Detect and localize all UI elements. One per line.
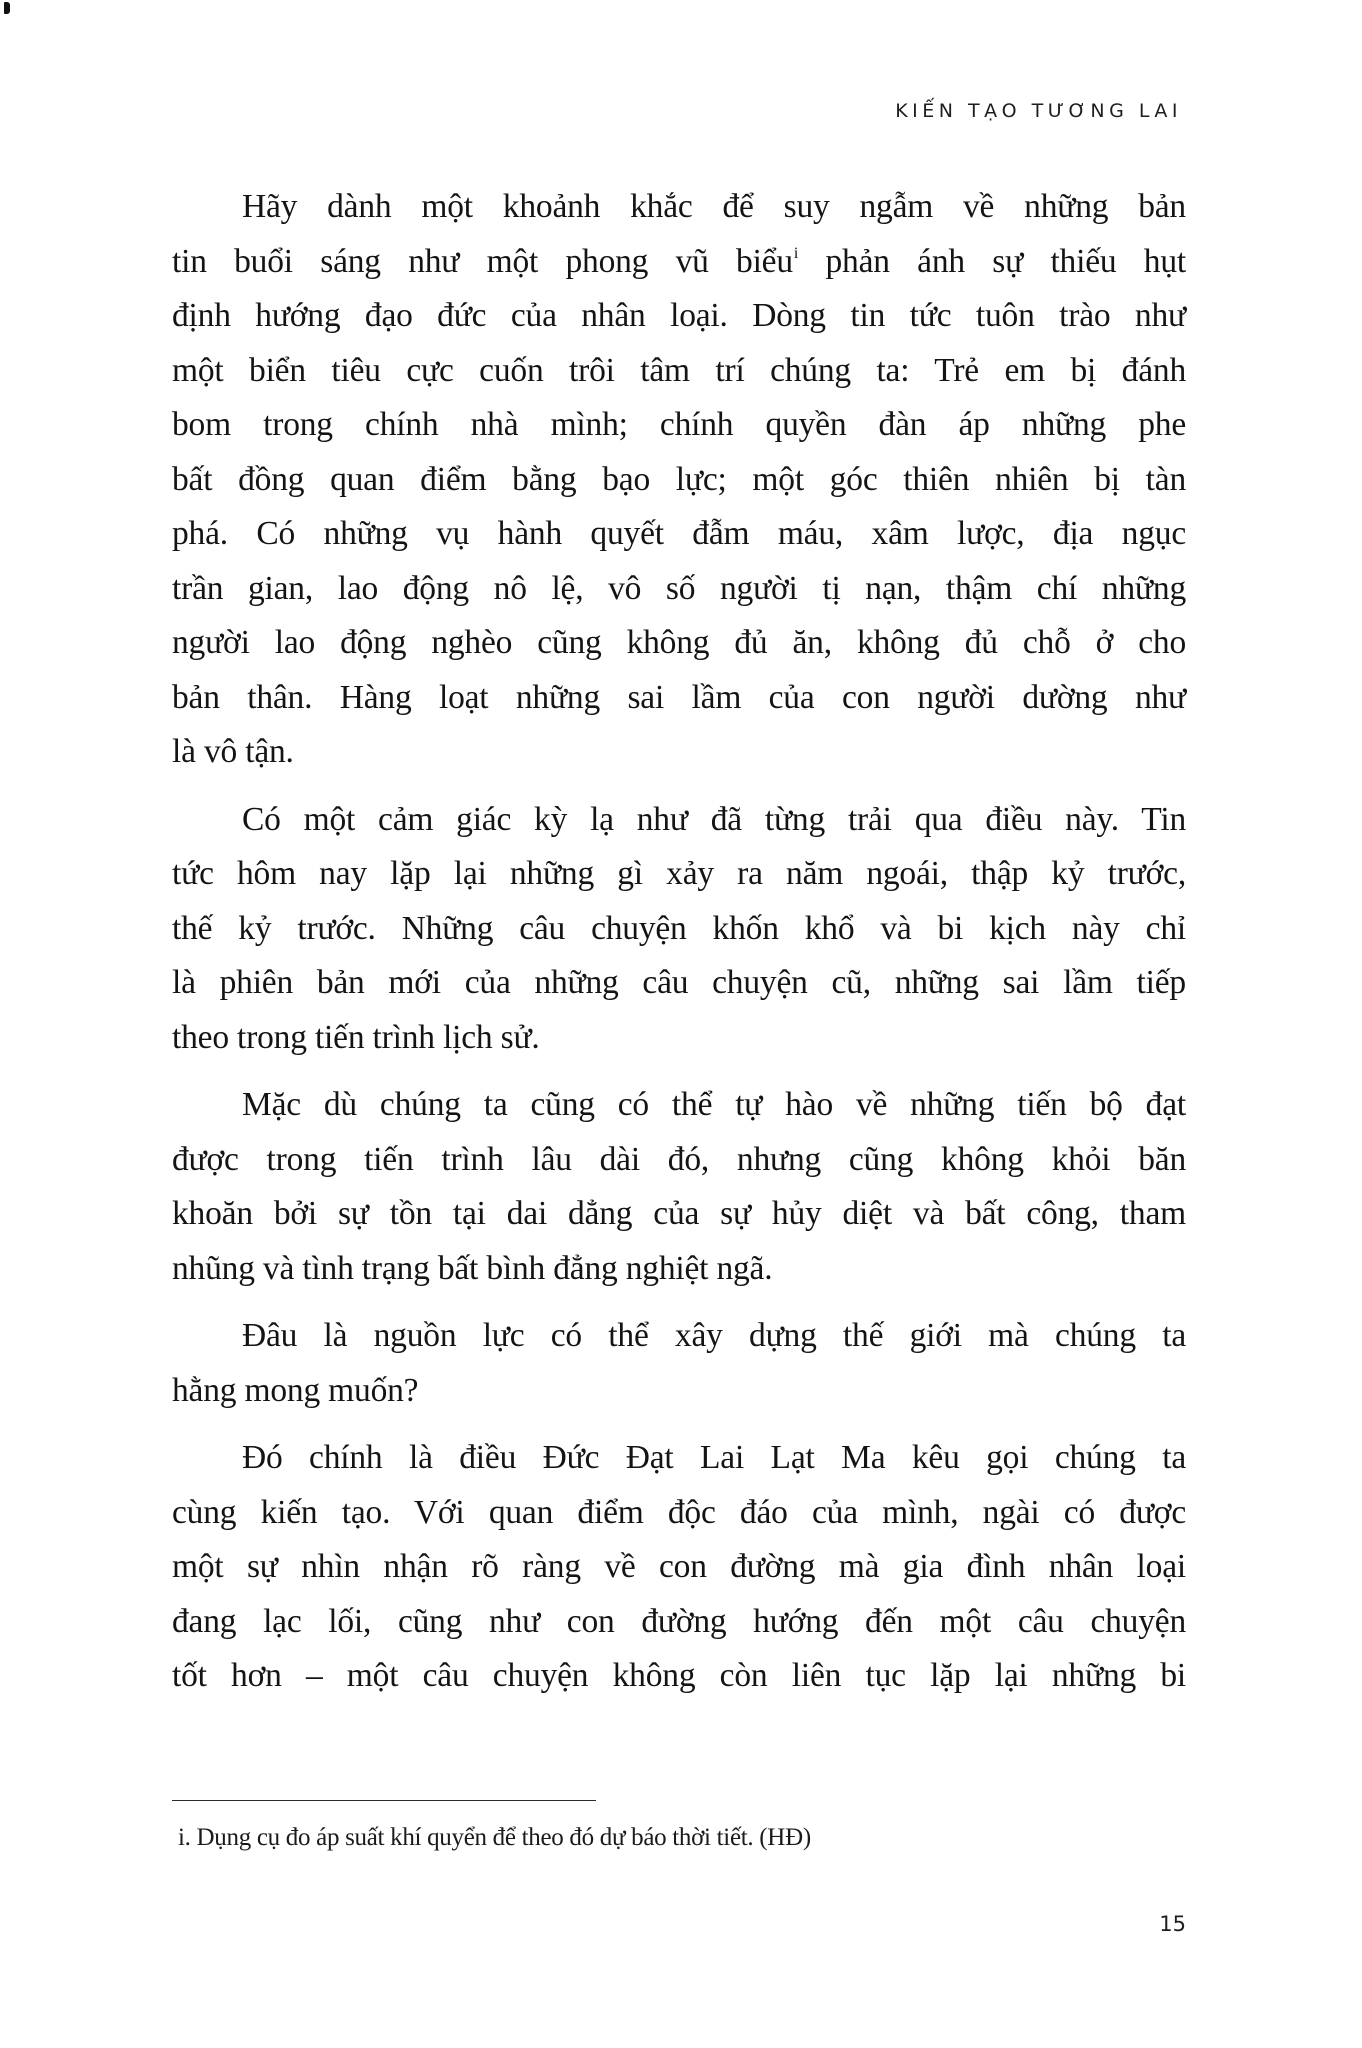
page-number: 15 bbox=[1159, 1912, 1186, 1936]
text-fragment: tin buổi sáng như một phong vũ biểu bbox=[172, 242, 793, 280]
text-line: Hãy dành một khoảnh khắc để suy ngẫm về những bản bbox=[242, 188, 1186, 225]
text-line: được trong tiến trình lâu dài đó, nhưng cũng không khỏi băn bbox=[172, 1140, 1186, 1178]
paragraph-3 bbox=[172, 1078, 1186, 1296]
text-line: cùng kiến tạo. Với quan điểm độc đáo của mình, ngài có được bbox=[172, 1493, 1186, 1531]
paragraph-1 bbox=[172, 180, 1186, 780]
footnote-marker[interactable]: i bbox=[793, 244, 799, 262]
text-line: nhũng và tình trạng bất bình đẳng nghiệt ngã. bbox=[172, 1249, 773, 1287]
text-line: một biển tiêu cực cuốn trôi tâm trí chúng ta: Trẻ em bị đánh bbox=[172, 351, 1186, 389]
text-line: một sự nhìn nhận rõ ràng về con đường mà gia đình nhân loại bbox=[172, 1548, 1186, 1585]
text-line: là vô tận. bbox=[172, 733, 294, 770]
text-line: Có một cảm giác kỳ lạ như đã từng trải qua điều này. Tin bbox=[242, 800, 1186, 838]
text-line: bất đồng quan điểm bằng bạo lực; một góc thiên nhiên bị tàn bbox=[172, 460, 1186, 498]
text-line: khoăn bởi sự tồn tại dai dẳng của sự hủy diệt và bất công, tham bbox=[172, 1195, 1186, 1232]
text-line: Mặc dù chúng ta cũng có thể tự hào về những tiến bộ đạt bbox=[242, 1086, 1186, 1123]
text-line: Đâu là nguồn lực có thể xây dựng thế giới mà chúng ta bbox=[242, 1317, 1186, 1354]
text-line: Đó chính là điều Đức Đạt Lai Lạt Ma kêu gọi chúng ta bbox=[242, 1439, 1186, 1476]
text-line: bom trong chính nhà mình; chính quyền đàn áp những phe bbox=[172, 406, 1186, 443]
text-line: là phiên bản mới của những câu chuyện cũ, những sai lầm tiếp bbox=[172, 964, 1186, 1001]
text-line: phá. Có những vụ hành quyết đẫm máu, xâm lược, địa ngục bbox=[172, 515, 1186, 552]
body-text bbox=[172, 180, 1186, 1704]
text-line: thế kỷ trước. Những câu chuyện khốn khổ và bi kịch này chỉ bbox=[172, 909, 1186, 947]
text-line: trần gian, lao động nô lệ, vô số người tị nạn, thậm chí những bbox=[172, 569, 1186, 607]
text-line: tốt hơn – một câu chuyện không còn liên tục lặp lại những bi bbox=[172, 1657, 1186, 1694]
text-fragment: phản ánh sự thiếu hụt bbox=[798, 242, 1186, 280]
text-line-with-footnote bbox=[172, 235, 1186, 290]
running-header: KIẾN TẠO TƯƠNG LAI bbox=[895, 100, 1182, 122]
paragraph-5 bbox=[172, 1431, 1186, 1704]
text-line: theo trong tiến trình lịch sử. bbox=[172, 1018, 540, 1056]
paragraph-4 bbox=[172, 1309, 1186, 1418]
text-line: người lao động nghèo cũng không đủ ăn, không đủ chỗ ở cho bbox=[172, 624, 1186, 661]
footnote-divider bbox=[172, 1800, 596, 1801]
text-line: đang lạc lối, cũng như con đường hướng đến một câu chuyện bbox=[172, 1602, 1186, 1640]
text-line: tức hôm nay lặp lại những gì xảy ra năm ngoái, thập kỷ trước, bbox=[172, 855, 1186, 892]
text-line: bản thân. Hàng loạt những sai lầm của con người dường như bbox=[172, 678, 1186, 716]
text-line: định hướng đạo đức của nhân loại. Dòng tin tức tuôn trào như bbox=[172, 297, 1186, 334]
scan-artifact-mark bbox=[4, 2, 10, 14]
paragraph-2 bbox=[172, 793, 1186, 1066]
footnote: i. Dụng cụ đo áp suất khí quyển để theo đó dự báo thời tiết. (HĐ) bbox=[178, 1824, 811, 1851]
text-line: hằng mong muốn? bbox=[172, 1371, 419, 1409]
